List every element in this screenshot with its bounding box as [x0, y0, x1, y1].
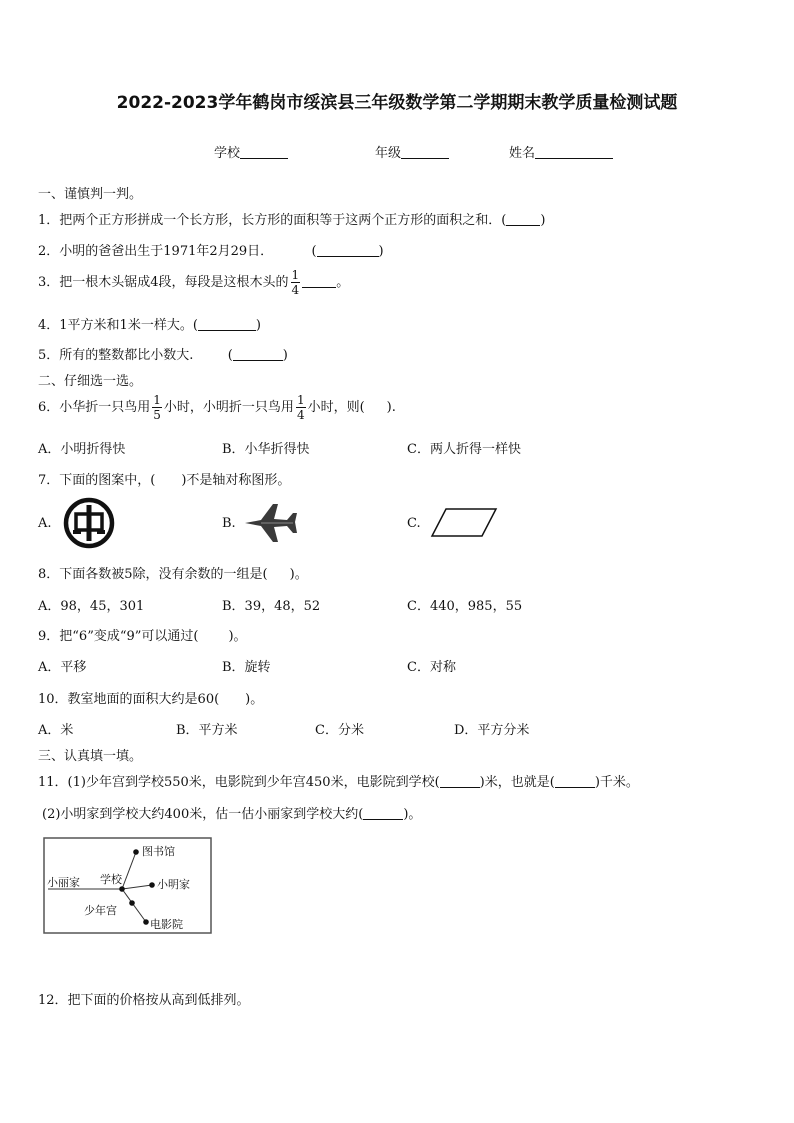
question-4: 4．1平方米和1米一样大。( ) [38, 318, 261, 333]
question-10-option-c[interactable]: C．分米 [315, 723, 364, 738]
school-point [119, 886, 125, 892]
road-to-xiaoming [122, 885, 152, 889]
question-7-option-b[interactable]: B. [222, 516, 236, 531]
section-3-heading: 三、认真填一填。 [38, 749, 143, 764]
name-blank[interactable] [535, 144, 613, 159]
question-3: 3．把一根木头锯成4段，每段是这根木头的 $\frac{1}{4}$ 。 [38, 268, 350, 297]
question-11-blank-meters[interactable] [440, 773, 480, 788]
question-1-text: 1．把两个正方形拼成一个长方形，长方形的面积等于这两个正方形的面积之和．( [38, 213, 507, 228]
question-11-blank-kilometers[interactable] [555, 773, 595, 788]
jet-plane-icon [243, 500, 299, 546]
question-10-option-a[interactable]: A．米 [38, 723, 74, 738]
question-5: 5．所有的整数都比小数大. ( ) [38, 348, 288, 363]
question-6: 6．小华折一只鸟用 $\frac{1}{5}$ 小时，小明折一只鸟用 $\frac{1}{4}$ 小时，则( ). [38, 393, 396, 422]
question-6-option-b[interactable]: B．小华折得快 [222, 442, 310, 457]
question-10: 10．教室地面的面积大约是60( )。 [38, 692, 264, 707]
question-8-option-b[interactable]: B．39，48，52 [222, 599, 321, 614]
name-label: 姓名 [509, 146, 536, 161]
label-xiaoming-home: 小明家 [157, 878, 190, 891]
question-10-option-d[interactable]: D．平方分米 [454, 723, 530, 738]
fraction-one-quarter: $\frac{1}{4}$ [291, 268, 300, 297]
school-field[interactable] [214, 142, 288, 161]
question-7: 7．下面的图案中，( )不是轴对称图形。 [38, 473, 291, 488]
question-6-option-c[interactable]: C．两人折得一样快 [407, 442, 521, 457]
question-10-option-b[interactable]: B．平方米 [176, 723, 238, 738]
road-to-library [122, 852, 136, 889]
cinema-point [143, 919, 149, 925]
question-7-option-c[interactable]: C. [407, 516, 421, 531]
question-9-option-a[interactable]: A．平移 [38, 660, 87, 675]
grade-label: 年级 [375, 146, 402, 161]
xiaoming-point [149, 882, 155, 888]
page-title: 2022-2023学年鹤岗市绥滨县三年级数学第二学期期末教学质量检测试题 [116, 93, 678, 113]
section-2-heading: 二、仔细选一选。 [38, 374, 143, 389]
question-12: 12．把下面的价格按从高到低排列。 [38, 993, 250, 1008]
label-school: 学校 [100, 873, 122, 886]
bank-logo-icon [62, 497, 116, 549]
label-library: 图书馆 [142, 845, 175, 858]
question-2-answer-blank[interactable] [317, 242, 379, 257]
question-6-option-a[interactable]: A．小明折得快 [38, 442, 126, 457]
question-1-close: ) [540, 213, 546, 228]
label-youth-palace: 少年宫 [84, 904, 117, 917]
question-11-part-2: (2)小明家到学校大约400米，估一估小丽家到学校大约( )。 [42, 807, 422, 822]
question-2-open: ( [311, 244, 317, 259]
label-cinema: 电影院 [150, 918, 183, 931]
question-4-text: 4．1平方米和1米一样大。( [38, 318, 198, 333]
label-xiaoli-home: 小丽家 [47, 876, 80, 889]
grade-blank[interactable] [401, 144, 449, 159]
question-8-option-a[interactable]: A．98，45，301 [38, 599, 145, 614]
question-9-option-b[interactable]: B．旋转 [222, 660, 271, 675]
question-1 [38, 209, 545, 228]
youth-palace-point [129, 900, 135, 906]
library-point [133, 849, 139, 855]
section-1-heading: 一、谨慎判一判。 [38, 187, 143, 202]
question-11-blank-estimate[interactable] [363, 805, 403, 820]
question-5-text: 5．所有的整数都比小数大. [38, 348, 194, 363]
question-9: 9．把“6”变成“9”可以通过( )。 [38, 629, 247, 644]
question-3-text: 3．把一根木头锯成4段，每段是这根木头的 [38, 275, 289, 290]
parallelogram-icon [430, 507, 500, 539]
question-2-text: 2．小明的爸爸出生于1971年2月29日． [38, 244, 274, 259]
question-9-option-c[interactable]: C．对称 [407, 660, 456, 675]
question-2-close: ) [378, 244, 384, 259]
fraction-one-quarter-2: $\frac{1}{4}$ [296, 393, 305, 422]
question-2 [38, 240, 384, 259]
question-11-part-1: 11．(1)少年宫到学校550米，电影院到少年宫450米，电影院到学校( )米，也就是( )千米。 [38, 775, 639, 790]
question-8-option-c[interactable]: C．440，985，55 [407, 599, 523, 614]
question-1-answer-blank[interactable] [506, 211, 540, 226]
school-label: 学校 [214, 146, 241, 161]
question-4-answer-blank[interactable] [198, 316, 256, 331]
road-to-cinema [122, 889, 146, 922]
question-5-answer-blank[interactable] [233, 346, 283, 361]
question-7-option-a[interactable]: A. [38, 516, 52, 531]
name-field[interactable] [509, 142, 613, 161]
question-8: 8．下面各数被5除，没有余数的一组是( )。 [38, 567, 308, 582]
fraction-one-fifth: $\frac{1}{5}$ [153, 393, 161, 422]
school-blank[interactable] [240, 144, 288, 159]
grade-field[interactable] [375, 142, 449, 161]
route-map-diagram [42, 836, 214, 936]
question-3-answer-blank[interactable] [302, 273, 336, 288]
